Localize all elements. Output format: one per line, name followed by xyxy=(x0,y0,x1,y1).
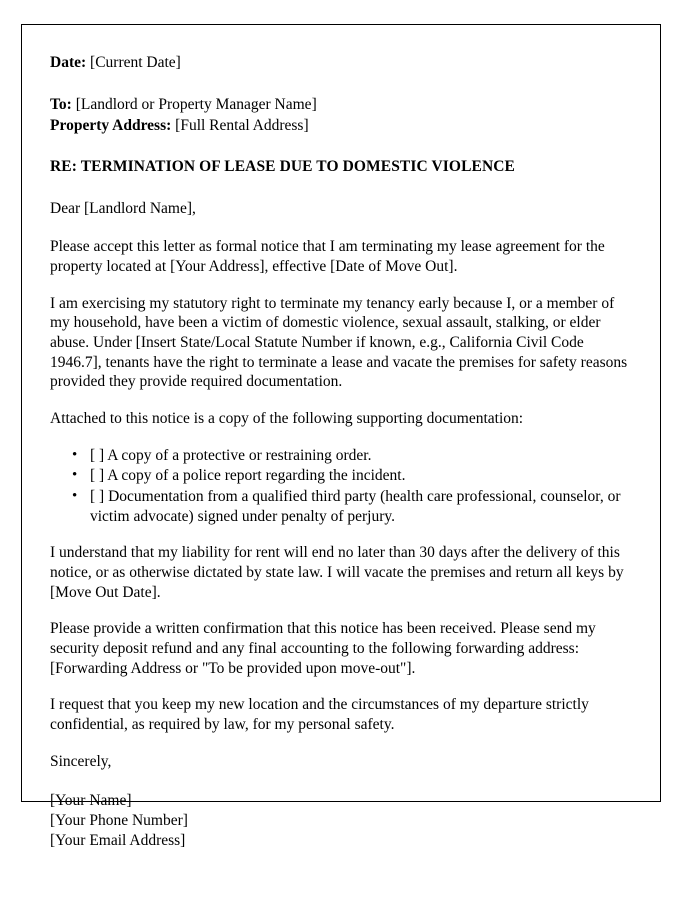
property-address-line xyxy=(50,116,634,136)
letter-frame xyxy=(21,24,661,849)
date-label: Date: xyxy=(50,54,87,71)
list-item: • [ ] A copy of a protective or restraining order. xyxy=(90,446,634,466)
signature-email: [Your Email Address] xyxy=(50,831,186,849)
property-address-value: [Full Rental Address] xyxy=(175,117,309,135)
date-value: [Current Date] xyxy=(90,54,181,71)
recipient-block xyxy=(50,95,634,136)
paragraph-6: I request that you keep my new location and the circumstances of my departure strictly confidential, as required by law, for my personal safety. xyxy=(50,696,589,734)
date-line xyxy=(50,53,634,73)
documentation-list xyxy=(50,446,634,527)
signature-phone: [Your Phone Number] xyxy=(50,812,188,830)
closing-line: Sincerely, xyxy=(50,752,112,770)
list-item: • [ ] A copy of a police report regarding the incident. xyxy=(90,466,634,486)
paragraph-2: I am exercising my statutory right to terminate my tenancy early because I, or a member of my household, have been a victim of domestic violence, sexual assault, stalking, or elder abuse. Under [Insert State/Local Statute Number if known, e.g., California Civil Code 1946.7], tenants have the right to terminate a lease and vacate the premises for safety reasons provided they provide required documentation. xyxy=(50,294,628,391)
to-line xyxy=(50,95,634,115)
paragraph-5: Please provide a written confirmation that this notice has been received. Please send my security deposit refund and any final accounting to the following forwarding address: [Forwarding Address or "To be provided upon move-out"]. xyxy=(50,620,596,677)
subject-line: RE: TERMINATION OF LEASE DUE TO DOMESTIC VIOLENCE xyxy=(50,158,515,176)
to-value: [Landlord or Property Manager Name] xyxy=(75,95,317,113)
paragraph-4: I understand that my liability for rent will end no later than 30 days after the delivery of this notice, or as otherwise dictated by state law. I will vacate the premises and return all keys by [Move Out Date]. xyxy=(50,544,624,601)
property-address-label: Property Address: xyxy=(50,117,172,135)
signature-block xyxy=(50,791,634,850)
list-item: • [ ] Documentation from a qualified third party (health care professional, counselor, or victim advocate) signed under penalty of perjury. xyxy=(90,487,634,526)
letter-body xyxy=(22,25,660,850)
signature-name: [Your Name] xyxy=(50,792,132,810)
paragraph-1: Please accept this letter as formal notice that I am terminating my lease agreement for the property located at [Your Address], effective [Date of Move Out]. xyxy=(50,238,605,276)
to-label: To: xyxy=(50,95,72,113)
paragraph-3: Attached to this notice is a copy of the following supporting documentation: xyxy=(50,410,524,428)
salutation: Dear [Landlord Name], xyxy=(50,199,196,217)
